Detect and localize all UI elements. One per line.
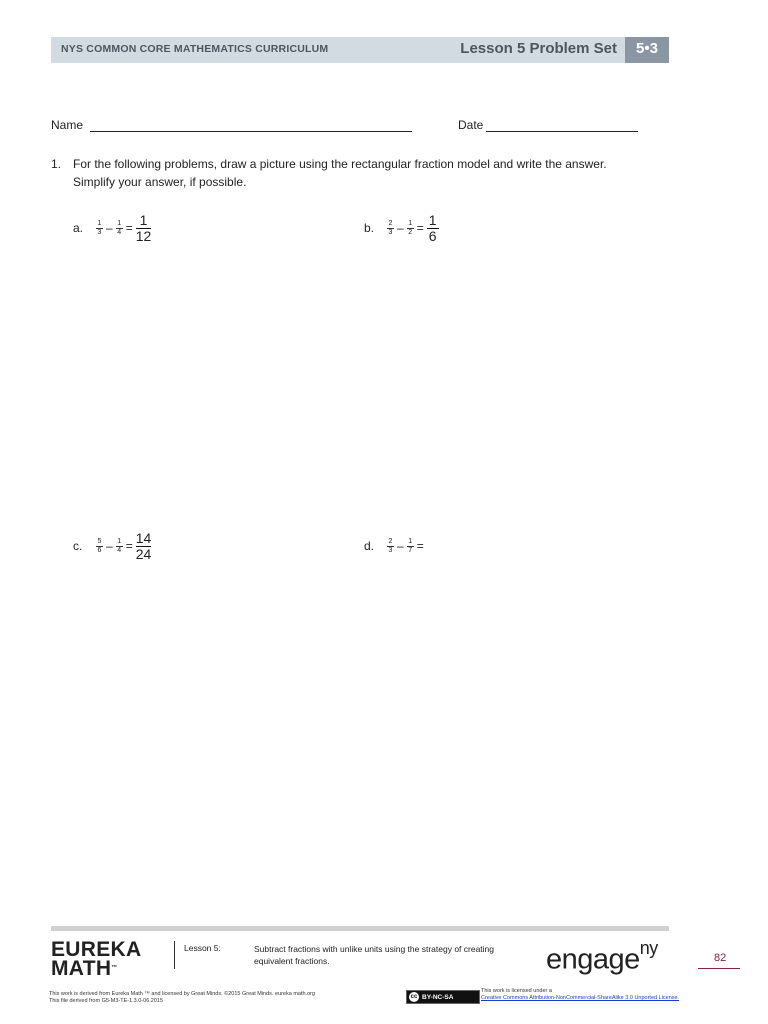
logo-line2: MATH™	[51, 957, 118, 980]
fraction: 1 2	[408, 219, 413, 236]
lesson-label: Lesson 5:	[184, 943, 221, 953]
lesson-title: Lesson 5 Problem Set	[460, 40, 617, 57]
minus-sign: –	[106, 221, 113, 235]
header-bar	[51, 37, 669, 63]
problem-letter: b.	[364, 221, 375, 235]
equals-sign: =	[125, 221, 133, 235]
date-label: Date	[458, 118, 484, 132]
work-area-d[interactable]	[364, 570, 664, 910]
curriculum-title: NYS COMMON CORE MATHEMATICS CURRICULUM	[61, 43, 329, 55]
equals-sign: =	[416, 539, 424, 553]
fraction: 1 4	[117, 537, 122, 554]
fraction: 1 7	[408, 537, 413, 554]
fraction: 5 6	[97, 537, 102, 554]
question-text-line1: For the following problems, draw a picture using the rectangular fraction model and write the answer.	[73, 157, 607, 171]
handwritten-answer: 1 6	[427, 213, 439, 244]
minus-sign: –	[397, 539, 404, 553]
fraction: 2 3	[388, 537, 393, 554]
license-text	[481, 988, 741, 1002]
problem-letter: c.	[73, 539, 83, 553]
work-area-c[interactable]	[73, 570, 353, 910]
problem-b	[364, 211, 439, 245]
cc-badge-label: BY-NC-SA	[422, 993, 454, 1001]
problem-c	[73, 529, 151, 563]
work-area-b[interactable]	[364, 250, 664, 520]
lesson-description: Subtract fractions with unlike units using the strategy of creating equivalent fractions.	[254, 944, 495, 966]
license-intro: This work is licensed under a	[481, 988, 552, 994]
question-text-line2: Simplify your answer, if possible.	[73, 175, 247, 189]
footer-divider	[51, 926, 669, 931]
problem-d	[364, 529, 426, 563]
problem-letter: a.	[73, 221, 84, 235]
minus-sign: –	[397, 221, 404, 235]
footer-separator	[174, 941, 175, 969]
cc-license-badge[interactable]	[406, 990, 480, 1004]
name-field[interactable]	[90, 131, 412, 132]
equals-sign: =	[125, 539, 133, 553]
page-number: 82	[714, 952, 727, 964]
problem-a	[73, 211, 151, 245]
fraction: 2 3	[388, 219, 393, 236]
engageny-logo: engage$^{ny}$	[546, 938, 658, 976]
question-text	[73, 155, 673, 191]
eureka-math-logo	[51, 940, 141, 978]
minus-sign: –	[106, 539, 113, 553]
fraction: 1 3	[97, 219, 102, 236]
work-area-a[interactable]	[73, 250, 353, 520]
license-link[interactable]: Creative Commons Attribution-NonCommercial-ShareAlike 3.0 Unported License.	[481, 995, 680, 1001]
copyright-text: This work is derived from Eureka Math ™ and licensed by Great Minds. ©2015 Great Minds. eureka math.org This file derived from G5-M3-TE-1.3.0-06.2015	[49, 991, 316, 1004]
cc-icon: cc	[410, 994, 418, 1000]
fraction: 1 4	[117, 219, 122, 236]
equals-sign: =	[416, 221, 424, 235]
date-field[interactable]	[486, 131, 638, 132]
handwritten-answer: 14 24	[135, 529, 152, 562]
question-number: 1.	[51, 157, 62, 171]
page-number-underline	[698, 968, 740, 969]
logo-line1: EUREKA	[51, 938, 142, 961]
handwritten-answer: 1 12	[135, 211, 152, 244]
module-badge: 5•3	[625, 37, 669, 63]
problem-letter: d.	[364, 539, 375, 553]
name-label: Name	[51, 118, 84, 132]
